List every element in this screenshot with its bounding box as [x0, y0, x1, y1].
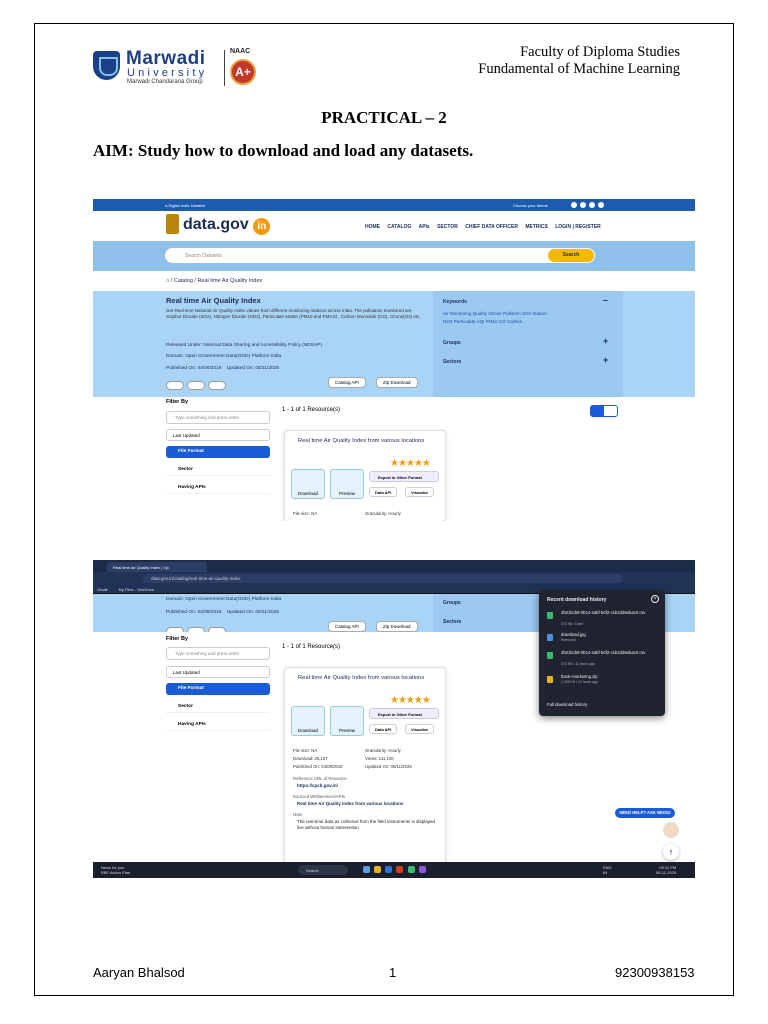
share-buttons[interactable]	[166, 377, 229, 395]
sourced-label: Sourced Webservices/APIs	[293, 794, 345, 799]
visualize-button[interactable]: Visualize	[405, 724, 434, 734]
dataset-title: Real time Air Quality Index	[166, 296, 261, 305]
resource-card	[284, 430, 446, 521]
browser-tabs	[93, 560, 695, 572]
menu-login[interactable]: LOGIN | REGISTER	[555, 224, 601, 230]
download-history-title: Recent download history	[547, 597, 607, 603]
dataset-description: Get Real time National Air Quality Index values from different monitoring stations across India. The pollutants monitored are Sulphur Dioxide (SO2), Nitrogen Dioxide (NO2), Particulate Matter (PM10 and PM2.5) , Carbon Monoxide (CO), Ozone(O3) etc.	[166, 308, 421, 319]
note-label: Note	[293, 812, 303, 817]
menu-sector[interactable]: SECTOR	[437, 224, 458, 230]
card-title[interactable]: Real time Air Quality Index from various locations	[298, 438, 425, 444]
preview-tile[interactable]: Preview	[330, 706, 364, 736]
keywords-line1[interactable]: Air Monitoring Quality Ozone Pollution SO2 Station	[443, 311, 547, 316]
keywords-sidebar	[433, 291, 623, 397]
collapse-icon[interactable]: –	[603, 295, 609, 305]
visualize-button[interactable]: Visualize	[405, 487, 434, 497]
breadcrumb: ⌂ / Catalog / Real time Air Quality Index	[166, 278, 263, 284]
naac-grade-badge: A+	[230, 59, 256, 85]
top-strip	[93, 199, 695, 211]
released-under: Released Under: National Data Sharing and Accessibility Policy (NDSAP)	[166, 343, 322, 348]
catalog-api-button[interactable]: Catalog API	[328, 621, 366, 632]
main-menu	[365, 224, 607, 230]
logo-name: Marwadi	[126, 48, 206, 69]
domain-line: Domain: Open Government Data(OGD) Platform India	[166, 597, 282, 602]
footer-name: Aaryan Bhalsod	[93, 965, 185, 980]
filter-having-apis[interactable]: Having APIs	[166, 482, 270, 494]
keywords-label: Keywords	[443, 299, 467, 305]
filter-sector[interactable]: Sector	[166, 701, 270, 713]
zip-download-button[interactable]: Zip Download	[376, 621, 418, 632]
file-icon	[547, 652, 553, 659]
app-icon[interactable]	[363, 866, 370, 873]
practical-title: PRACTICAL – 2	[321, 108, 447, 127]
card-title[interactable]: Real time Air Quality Index from various locations	[298, 675, 425, 681]
aim-text: AIM: Study how to download and load any datasets.	[93, 141, 474, 160]
menu-catalog[interactable]: CATALOG	[387, 224, 412, 230]
emblem-icon	[166, 214, 179, 234]
need-help-button[interactable]: NEED HELP? ASK NEOGI	[615, 808, 675, 818]
digital-india-text: A Digital India Initiative	[165, 203, 206, 208]
rating-stars[interactable]: ★★★★★	[390, 458, 430, 469]
granularity: Granularity: Hourly	[365, 511, 401, 516]
data-api-button[interactable]: Data API	[369, 724, 397, 734]
search-input[interactable]: Search Datasets	[165, 248, 595, 263]
view-toggle[interactable]	[590, 405, 618, 417]
social-icons	[571, 202, 607, 209]
app-icon[interactable]	[385, 866, 392, 873]
clock[interactable]: 09:11 PM 06-11-2025	[656, 865, 677, 875]
sort-select[interactable]: Last Updated	[166, 429, 270, 441]
expand-icon[interactable]: +	[603, 336, 609, 346]
keywords-line2[interactable]: NO2 Particulate AQI PM10 CO Carbon	[443, 319, 523, 324]
menu-home[interactable]: HOME	[365, 224, 380, 230]
filter-input[interactable]: Type something and press enter	[166, 647, 270, 660]
search-band	[93, 241, 695, 271]
theme-text: Choose your theme	[513, 203, 548, 208]
chrome-icon[interactable]	[408, 866, 415, 873]
filter-having-apis[interactable]: Having APIs	[166, 719, 270, 731]
folder-icon[interactable]	[374, 866, 381, 873]
published-card: Published On: 04/08/2016	[293, 764, 343, 769]
download-tile[interactable]: Download	[291, 469, 325, 499]
menu-metrics[interactable]: METRICS	[525, 224, 548, 230]
sectors-label: Sectors	[443, 619, 462, 625]
filter-by-label: Filter By	[166, 636, 189, 642]
resource-count: 1 - 1 of 1 Resource(s)	[282, 644, 341, 650]
export-dropdown[interactable]: Export in Other Format	[369, 471, 439, 482]
file-icon	[547, 634, 553, 641]
home-icon[interactable]: ⌂	[166, 278, 170, 284]
app-icon[interactable]	[396, 866, 403, 873]
full-download-history-link[interactable]: Full download history	[547, 702, 588, 707]
zip-download-button[interactable]: Zip Download	[376, 377, 418, 388]
subject-name: Fundamental of Machine Learning	[478, 61, 680, 77]
university-logo	[93, 48, 263, 90]
taskbar-apps	[363, 866, 429, 874]
search-button[interactable]: Search	[548, 249, 594, 262]
screenshot-2	[93, 560, 695, 878]
file-size: File size: NA	[293, 511, 318, 516]
header-right	[478, 44, 680, 78]
groups-label: Groups	[443, 600, 461, 606]
browser-tab[interactable]: Real time Air Quality Index | Op	[107, 562, 207, 572]
windows-taskbar	[93, 862, 695, 878]
resource-count: 1 - 1 of 1 Resource(s)	[282, 407, 341, 413]
file-icon	[547, 612, 553, 619]
bookmark-onedrive[interactable]: My Files - OneDrive	[118, 587, 154, 592]
footer-page-number: 1	[389, 965, 397, 980]
sectors-label: Sectors	[443, 359, 462, 365]
close-icon[interactable]: ×	[651, 595, 659, 603]
sort-select[interactable]: Last Updated	[166, 666, 270, 678]
logo-group: Marwadi Chandarana Group	[127, 79, 203, 85]
screenshot-1	[93, 199, 695, 521]
reference-label: Reference URL of Resource	[293, 776, 347, 781]
download-tile[interactable]: Download	[291, 706, 325, 736]
site-brand[interactable]: data.gov in	[183, 216, 270, 235]
url-field[interactable]: data.gov.in/catalog/real-time-air-quality-index	[143, 574, 623, 583]
scroll-top-icon[interactable]: ↑	[663, 844, 679, 860]
faculty-name: Faculty of Diploma Studies	[520, 44, 680, 60]
filter-file-format[interactable]: File Format	[166, 446, 270, 458]
sourced-value: Real time Air Quality Index from various locations	[297, 801, 404, 806]
filter-sector[interactable]: Sector	[166, 464, 270, 476]
resource-card	[284, 667, 446, 867]
reference-url[interactable]: https://cpcb.gov.in/	[297, 783, 338, 788]
filter-file-format[interactable]: File Format	[166, 683, 270, 695]
updated-card: Updated On: 05/11/2025	[365, 764, 412, 769]
folder-icon	[547, 676, 553, 683]
taskbar-search[interactable]: Search	[298, 865, 348, 875]
bookmark-gmail[interactable]: Gmail	[97, 587, 108, 592]
menu-apis[interactable]: APIs	[418, 224, 430, 230]
note-text: The real-time data as collected from the field instruments is displayed live without human intervention	[297, 819, 436, 830]
catalog-api-button[interactable]: Catalog API	[328, 377, 366, 388]
data-api-button[interactable]: Data API	[369, 487, 397, 497]
export-dropdown[interactable]: Export in Other Format	[369, 708, 439, 719]
view-count: Views: 111,100	[365, 756, 394, 761]
filter-input[interactable]: Type something and press enter	[166, 411, 270, 424]
site-header	[93, 211, 695, 241]
download-history-popup: Recent download history × 3b01bcb8-0b14-4abf-b6f2-c1b1d38ebac0.csv 373 KB • Done download.jpg Removed 3b01bcb8-0b14-4abf-b6f2-c1b1d38ebac0.csv 373 KB • 11 hours ago bank+marketing.zip 1,009 KB • 12 hours ago Full download history	[539, 590, 665, 716]
menu-cdo[interactable]: CHIEF DATA OFFICER	[465, 224, 518, 230]
footer-enrollment: 92300938153	[615, 965, 695, 980]
filter-by-label: Filter By	[166, 399, 189, 405]
published-line: Published On: 04/08/2016 Updated On: 05/11/2025	[166, 610, 280, 615]
logo-divider	[224, 50, 225, 86]
assistant-avatar-icon[interactable]	[663, 822, 679, 838]
expand-icon[interactable]: +	[603, 355, 609, 365]
logo-sub: University	[127, 67, 208, 79]
dataset-panel	[93, 291, 695, 397]
address-bar	[93, 572, 695, 585]
rating-stars[interactable]: ★★★★★	[390, 695, 430, 706]
preview-tile[interactable]: Preview	[330, 469, 364, 499]
domain-line: Domain: Open Government Data(OGD) Platform India	[166, 354, 282, 359]
groups-label: Groups	[443, 340, 461, 346]
file-size: File size: NA	[293, 748, 318, 753]
granularity: Granularity: Hourly	[365, 748, 401, 753]
language-indicator[interactable]: ENG IN	[603, 865, 612, 875]
published-line: Published On: 04/08/2016 Updated On: 05/11/2025	[166, 366, 280, 371]
app-icon[interactable]	[419, 866, 426, 873]
shield-icon	[93, 51, 120, 80]
download-count: Download: 26,107	[293, 756, 328, 761]
naac-label: NAAC	[230, 48, 251, 55]
resources-area	[93, 397, 695, 521]
news-widget[interactable]: News for you RBF Action Plan	[101, 865, 131, 875]
